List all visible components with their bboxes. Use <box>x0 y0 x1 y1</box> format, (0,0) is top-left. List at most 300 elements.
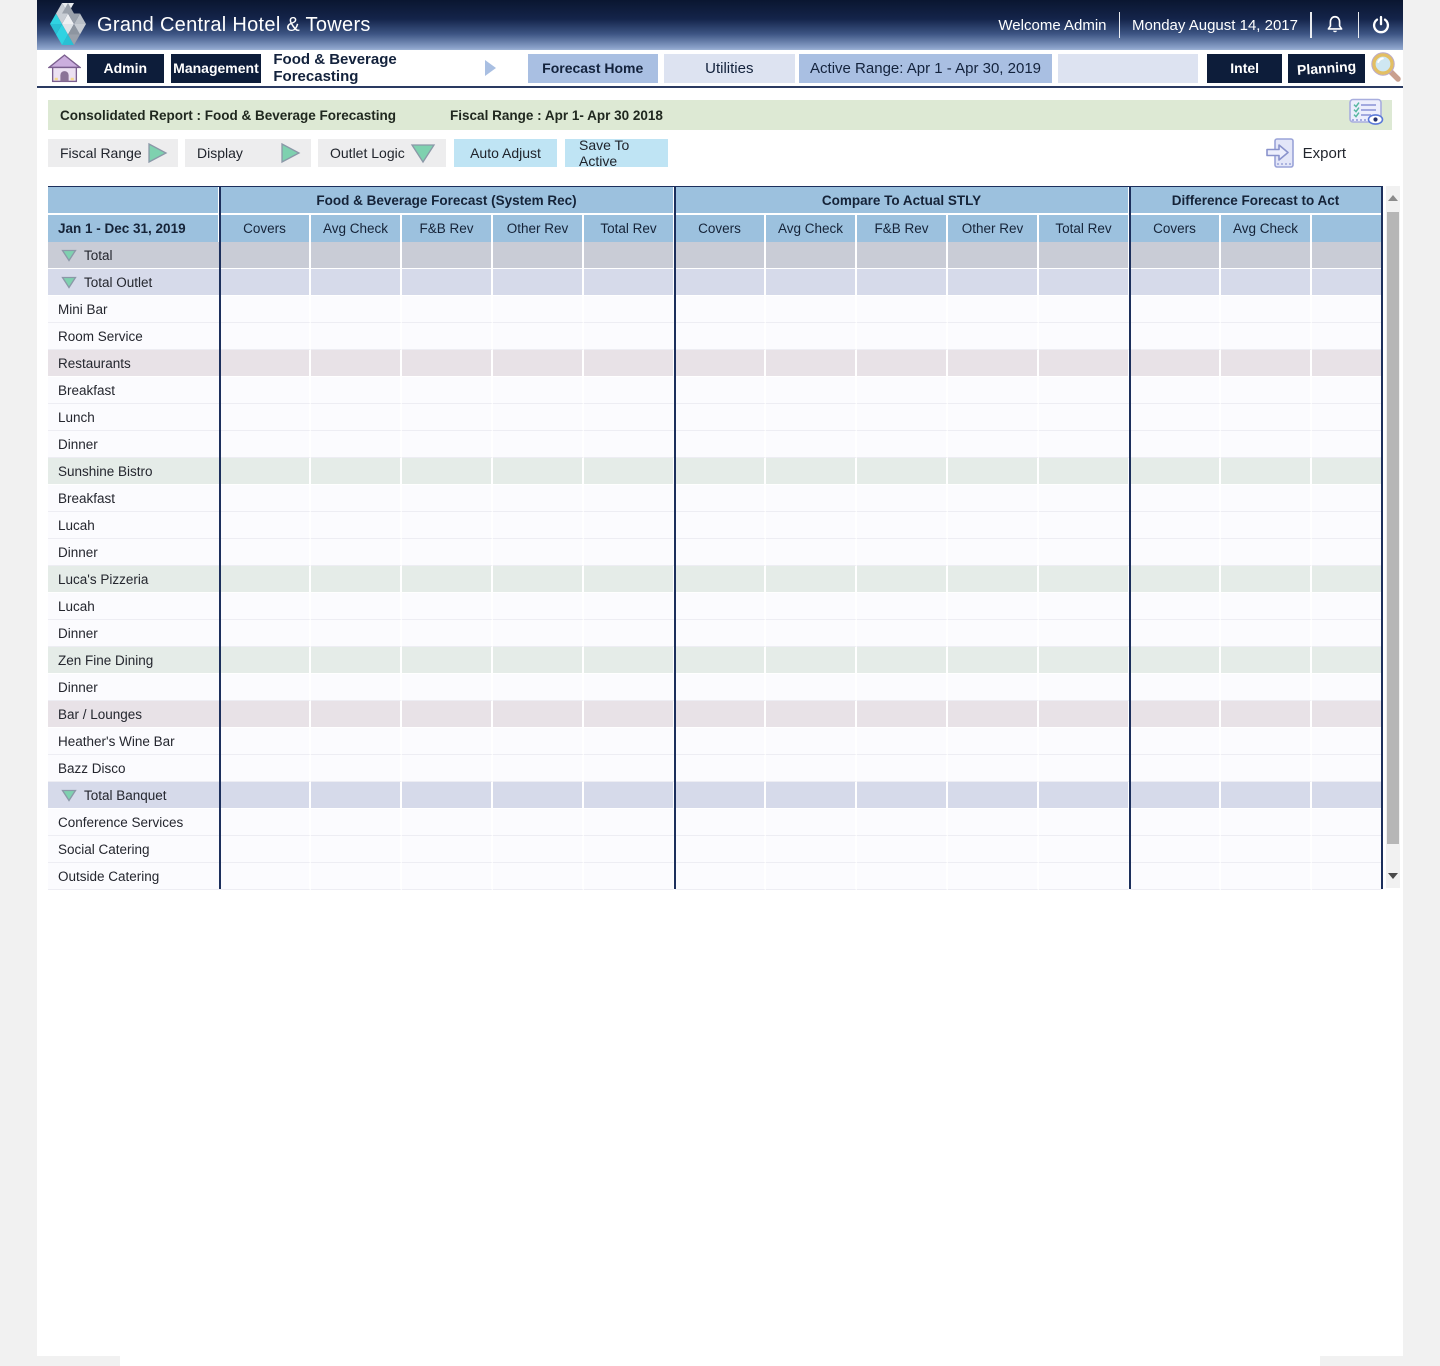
data-cell <box>1312 296 1383 323</box>
data-cell <box>493 485 584 512</box>
data-cell <box>675 269 766 296</box>
data-cell <box>311 836 402 863</box>
data-cell <box>1312 863 1383 890</box>
data-cell <box>948 350 1039 377</box>
col-header-total-rev: Total Rev <box>584 215 675 242</box>
data-cell <box>766 701 857 728</box>
data-cell <box>220 620 311 647</box>
data-cell <box>1039 404 1130 431</box>
left-page-margin <box>0 0 37 1366</box>
data-cell <box>1221 296 1312 323</box>
data-cell <box>1221 377 1312 404</box>
data-cell <box>584 377 675 404</box>
data-cell <box>1221 350 1312 377</box>
export-icon <box>1265 137 1295 169</box>
data-cell <box>493 647 584 674</box>
data-cell <box>948 728 1039 755</box>
data-cell <box>675 485 766 512</box>
arrow-right-icon <box>147 142 168 164</box>
data-cell <box>1130 323 1221 350</box>
data-cell <box>402 404 493 431</box>
data-cell <box>1312 269 1383 296</box>
row-label-total-outlet[interactable]: Total Outlet <box>48 269 220 296</box>
row-label-restaurants[interactable]: Restaurants <box>48 350 220 377</box>
table-row-lucah <box>48 512 1383 539</box>
data-cell <box>766 647 857 674</box>
data-cell <box>493 566 584 593</box>
table-row-lunch <box>48 404 1383 431</box>
data-cell <box>402 512 493 539</box>
row-label-sunshine-bistro[interactable]: Sunshine Bistro <box>48 458 220 485</box>
data-cell <box>675 404 766 431</box>
nav-spacer-block <box>1058 54 1198 83</box>
data-cell <box>402 836 493 863</box>
row-label-bar-lounges[interactable]: Bar / Lounges <box>48 701 220 728</box>
data-cell <box>948 836 1039 863</box>
data-cell <box>220 755 311 782</box>
scroll-up-button[interactable] <box>1386 186 1400 210</box>
data-cell <box>675 836 766 863</box>
table-row-dinner <box>48 431 1383 458</box>
data-cell <box>948 269 1039 296</box>
data-cell <box>220 242 311 269</box>
data-cell <box>1039 755 1130 782</box>
data-cell <box>493 593 584 620</box>
power-icon[interactable] <box>1371 15 1391 35</box>
table-row-bar-lounges <box>48 701 1383 728</box>
row-label-room-service[interactable]: Room Service <box>48 323 220 350</box>
row-label-dinner[interactable]: Dinner <box>48 620 220 647</box>
data-cell <box>948 809 1039 836</box>
table-row-lucah <box>48 593 1383 620</box>
data-cell <box>1130 782 1221 809</box>
data-cell <box>675 863 766 890</box>
nav-tab-management[interactable]: Management <box>171 54 262 83</box>
right-page-margin <box>1403 0 1440 1366</box>
data-cell <box>220 323 311 350</box>
data-cell <box>584 458 675 485</box>
data-cell <box>1130 377 1221 404</box>
data-cell <box>948 296 1039 323</box>
row-label-mini-bar[interactable]: Mini Bar <box>48 296 220 323</box>
report-title: Consolidated Report : Food & Beverage Forecasting <box>60 107 397 123</box>
data-cell <box>1039 512 1130 539</box>
data-cell <box>1039 566 1130 593</box>
data-cell <box>1130 728 1221 755</box>
table-row-mini-bar <box>48 296 1383 323</box>
col-header-blank <box>1312 215 1383 242</box>
data-cell <box>948 674 1039 701</box>
data-cell <box>766 566 857 593</box>
data-cell <box>220 377 311 404</box>
data-cell <box>1221 836 1312 863</box>
data-cell <box>675 593 766 620</box>
data-cell <box>220 674 311 701</box>
data-cell <box>493 539 584 566</box>
welcome-text: Welcome Admin <box>998 16 1107 34</box>
data-cell <box>402 809 493 836</box>
data-cell <box>948 755 1039 782</box>
data-cell <box>1221 782 1312 809</box>
period-header-cell: Jan 1 - Dec 31, 2019 <box>48 215 220 242</box>
col-header-other-rev: Other Rev <box>493 215 584 242</box>
row-label-zen-fine-dining[interactable]: Zen Fine Dining <box>48 647 220 674</box>
table-row-total-outlet <box>48 269 1383 296</box>
data-cell <box>1221 485 1312 512</box>
data-cell <box>311 458 402 485</box>
data-cell <box>948 485 1039 512</box>
data-cell <box>857 377 948 404</box>
breadcrumb-arrow-icon <box>485 60 496 76</box>
table-row-heather-s-wine-bar <box>48 728 1383 755</box>
data-cell <box>1312 377 1383 404</box>
data-cell <box>766 755 857 782</box>
data-cell <box>1312 458 1383 485</box>
data-cell <box>584 404 675 431</box>
data-cell <box>402 296 493 323</box>
data-cell <box>493 755 584 782</box>
row-label-luca-s-pizzeria[interactable]: Luca's Pizzeria <box>48 566 220 593</box>
table-row-total-banquet <box>48 782 1383 809</box>
data-cell <box>675 782 766 809</box>
save-to-active-button[interactable]: Save To Active <box>565 139 668 167</box>
data-cell <box>1221 620 1312 647</box>
data-cell <box>311 512 402 539</box>
data-cell <box>1039 296 1130 323</box>
scroll-down-button[interactable] <box>1386 864 1400 888</box>
row-label-lunch[interactable]: Lunch <box>48 404 220 431</box>
data-cell <box>857 458 948 485</box>
data-cell <box>675 647 766 674</box>
data-cell <box>220 512 311 539</box>
arrow-down-icon <box>410 143 436 164</box>
data-cell <box>675 323 766 350</box>
data-cell <box>1130 512 1221 539</box>
row-label-lucah[interactable]: Lucah <box>48 512 220 539</box>
data-cell <box>402 350 493 377</box>
data-cell <box>584 539 675 566</box>
data-cell <box>1039 485 1130 512</box>
data-cell <box>1312 701 1383 728</box>
data-cell <box>1221 431 1312 458</box>
data-cell <box>584 674 675 701</box>
outlet-logic-menu[interactable]: Outlet Logic <box>318 139 446 167</box>
table-row-sunshine-bistro <box>48 458 1383 485</box>
data-cell <box>1130 485 1221 512</box>
magnifier-icon[interactable] <box>1369 51 1403 85</box>
data-cell <box>584 701 675 728</box>
data-cell <box>857 350 948 377</box>
data-cell <box>1039 782 1130 809</box>
table-row-total <box>48 242 1383 269</box>
arrow-right-icon <box>280 142 301 164</box>
report-bar <box>48 100 1392 130</box>
divider <box>1310 12 1312 38</box>
auto-adjust-button[interactable]: Auto Adjust <box>454 139 557 167</box>
nav-tab-planning[interactable]: Planning <box>1288 54 1365 83</box>
divider <box>1358 12 1360 38</box>
data-cell <box>1312 836 1383 863</box>
data-cell <box>493 242 584 269</box>
hscrollbar-right-segment[interactable] <box>1320 1356 1440 1366</box>
data-cell <box>857 269 948 296</box>
data-cell <box>1221 242 1312 269</box>
data-cell <box>1221 323 1312 350</box>
data-cell <box>584 512 675 539</box>
data-cell <box>493 701 584 728</box>
data-cell <box>1130 836 1221 863</box>
data-cell <box>1312 512 1383 539</box>
data-cell <box>857 296 948 323</box>
data-cell <box>675 566 766 593</box>
data-cell <box>857 539 948 566</box>
data-cell <box>402 863 493 890</box>
data-cell <box>766 350 857 377</box>
data-cell <box>948 701 1039 728</box>
data-cell <box>493 269 584 296</box>
arrow-up-icon <box>1388 195 1398 201</box>
data-cell <box>1312 809 1383 836</box>
row-label-outside-catering[interactable]: Outside Catering <box>48 863 220 890</box>
breadcrumb: Food & Beverage Forecasting <box>273 51 397 85</box>
data-cell <box>220 566 311 593</box>
nav-tab-admin[interactable]: Admin <box>87 54 164 83</box>
data-cell <box>1312 782 1383 809</box>
data-cell <box>1130 404 1221 431</box>
data-cell <box>1039 674 1130 701</box>
row-label-lucah[interactable]: Lucah <box>48 593 220 620</box>
fiscal-range-menu[interactable]: Fiscal Range <box>48 139 178 167</box>
data-cell <box>857 566 948 593</box>
hscrollbar-left-segment[interactable] <box>37 1356 120 1366</box>
row-label-social-catering[interactable]: Social Catering <box>48 836 220 863</box>
data-cell <box>220 458 311 485</box>
data-cell <box>311 485 402 512</box>
data-cell <box>584 323 675 350</box>
data-cell <box>220 593 311 620</box>
row-label-heather-s-wine-bar[interactable]: Heather's Wine Bar <box>48 728 220 755</box>
display-menu[interactable]: Display <box>185 139 311 167</box>
toolbar <box>48 139 1392 167</box>
row-label-dinner[interactable]: Dinner <box>48 431 220 458</box>
data-cell <box>220 269 311 296</box>
col-header-covers: Covers <box>675 215 766 242</box>
table-row-outside-catering <box>48 863 1383 890</box>
data-cell <box>402 566 493 593</box>
data-cell <box>402 377 493 404</box>
data-cell <box>584 728 675 755</box>
bell-icon[interactable] <box>1324 14 1346 36</box>
data-cell <box>675 242 766 269</box>
data-cell <box>493 377 584 404</box>
data-cell <box>675 512 766 539</box>
data-cell <box>675 755 766 782</box>
row-label-total-banquet[interactable]: Total Banquet <box>48 782 220 809</box>
data-cell <box>766 296 857 323</box>
group-header-compare-to-actual-stly: Compare To Actual STLY <box>675 187 1130 215</box>
data-cell <box>857 863 948 890</box>
data-cell <box>220 431 311 458</box>
data-cell <box>1039 323 1130 350</box>
data-cell <box>220 836 311 863</box>
data-cell <box>1221 863 1312 890</box>
data-cell <box>220 404 311 431</box>
report-view-icon[interactable] <box>1349 98 1384 132</box>
data-cell <box>1039 377 1130 404</box>
divider <box>1119 12 1121 38</box>
data-cell <box>402 539 493 566</box>
data-cell <box>675 431 766 458</box>
data-cell <box>311 863 402 890</box>
table-column-header-row <box>48 215 1383 242</box>
data-cell <box>493 674 584 701</box>
data-cell <box>1221 539 1312 566</box>
row-label-total[interactable]: Total <box>48 242 220 269</box>
data-cell <box>857 593 948 620</box>
nav-tab-intel[interactable]: Intel <box>1207 54 1283 83</box>
group-divider-line <box>1381 186 1383 889</box>
row-label-breakfast[interactable]: Breakfast <box>48 485 220 512</box>
data-cell <box>1221 809 1312 836</box>
data-cell <box>948 593 1039 620</box>
data-cell <box>1221 728 1312 755</box>
data-cell <box>402 755 493 782</box>
nav-tab-forecast-home[interactable]: Forecast Home <box>528 54 658 83</box>
group-header-food-beverage-forecast-system-rec: Food & Beverage Forecast (System Rec) <box>220 187 675 215</box>
data-cell <box>948 782 1039 809</box>
data-cell <box>948 323 1039 350</box>
nav-tab-utilities[interactable]: Utilities <box>664 54 795 83</box>
active-range-button[interactable]: Active Range: Apr 1 - Apr 30, 2019 <box>799 54 1052 83</box>
data-cell <box>1312 539 1383 566</box>
data-cell <box>857 836 948 863</box>
data-cell <box>1039 809 1130 836</box>
data-cell <box>675 539 766 566</box>
data-cell <box>766 458 857 485</box>
data-cell <box>220 701 311 728</box>
table-row-social-catering <box>48 836 1383 863</box>
data-cell <box>1221 674 1312 701</box>
table-row-conference-services <box>48 809 1383 836</box>
group-divider-line <box>1129 186 1131 889</box>
data-cell <box>766 242 857 269</box>
data-cell <box>311 404 402 431</box>
data-cell <box>1312 755 1383 782</box>
data-cell <box>1221 512 1312 539</box>
data-cell <box>857 755 948 782</box>
data-cell <box>675 296 766 323</box>
table-vertical-scrollbar[interactable] <box>1386 186 1400 888</box>
data-cell <box>1039 458 1130 485</box>
row-label-conference-services[interactable]: Conference Services <box>48 809 220 836</box>
data-cell <box>493 458 584 485</box>
data-cell <box>493 863 584 890</box>
expand-triangle-icon[interactable] <box>61 789 77 802</box>
data-cell <box>1130 242 1221 269</box>
data-cell <box>1039 647 1130 674</box>
report-fiscal-range: Fiscal Range : Apr 1- Apr 30 2018 <box>450 107 663 123</box>
row-label-bazz-disco[interactable]: Bazz Disco <box>48 755 220 782</box>
data-cell <box>1312 485 1383 512</box>
row-label-dinner[interactable]: Dinner <box>48 674 220 701</box>
data-cell <box>584 809 675 836</box>
data-cell <box>675 350 766 377</box>
data-cell <box>1221 647 1312 674</box>
data-cell <box>675 377 766 404</box>
group-divider-line <box>674 186 676 889</box>
data-cell <box>584 566 675 593</box>
hotel-logo-icon <box>47 1 89 52</box>
data-cell <box>766 485 857 512</box>
data-cell <box>1312 350 1383 377</box>
data-cell <box>311 593 402 620</box>
data-cell <box>493 404 584 431</box>
data-cell <box>766 674 857 701</box>
data-cell <box>220 809 311 836</box>
data-cell <box>1130 431 1221 458</box>
data-cell <box>311 674 402 701</box>
data-cell <box>766 404 857 431</box>
data-cell <box>402 269 493 296</box>
col-header-f-b-rev: F&B Rev <box>402 215 493 242</box>
scrollbar-thumb[interactable] <box>1387 212 1399 844</box>
data-cell <box>766 836 857 863</box>
col-header-avg-check: Avg Check <box>766 215 857 242</box>
expand-triangle-icon[interactable] <box>61 249 77 262</box>
data-cell <box>675 701 766 728</box>
table-row-luca-s-pizzeria <box>48 566 1383 593</box>
data-cell <box>1312 647 1383 674</box>
row-label-breakfast[interactable]: Breakfast <box>48 377 220 404</box>
data-cell <box>948 566 1039 593</box>
data-cell <box>1221 701 1312 728</box>
data-cell <box>1039 431 1130 458</box>
export-button[interactable]: Export <box>1265 137 1392 169</box>
data-cell <box>1130 701 1221 728</box>
row-label-dinner[interactable]: Dinner <box>48 539 220 566</box>
data-cell <box>402 782 493 809</box>
top-banner <box>37 0 1403 50</box>
data-cell <box>1130 647 1221 674</box>
expand-triangle-icon[interactable] <box>61 276 77 289</box>
data-cell <box>402 674 493 701</box>
data-cell <box>220 647 311 674</box>
house-icon[interactable] <box>48 53 81 84</box>
data-cell <box>1130 620 1221 647</box>
data-cell <box>584 269 675 296</box>
data-cell <box>584 350 675 377</box>
data-cell <box>1312 404 1383 431</box>
data-cell <box>766 323 857 350</box>
data-cell <box>675 728 766 755</box>
group-header-difference-forecast-to-act: Difference Forecast to Act <box>1130 187 1383 215</box>
data-cell <box>948 431 1039 458</box>
data-cell <box>1130 296 1221 323</box>
col-header-covers: Covers <box>220 215 311 242</box>
data-cell <box>311 377 402 404</box>
data-cell <box>1312 242 1383 269</box>
data-cell <box>675 809 766 836</box>
data-cell <box>402 458 493 485</box>
data-cell <box>1221 593 1312 620</box>
data-cell <box>493 296 584 323</box>
data-cell <box>1039 620 1130 647</box>
data-cell <box>493 620 584 647</box>
data-cell <box>402 431 493 458</box>
data-cell <box>1221 755 1312 782</box>
data-cell <box>493 350 584 377</box>
table-row-zen-fine-dining <box>48 647 1383 674</box>
